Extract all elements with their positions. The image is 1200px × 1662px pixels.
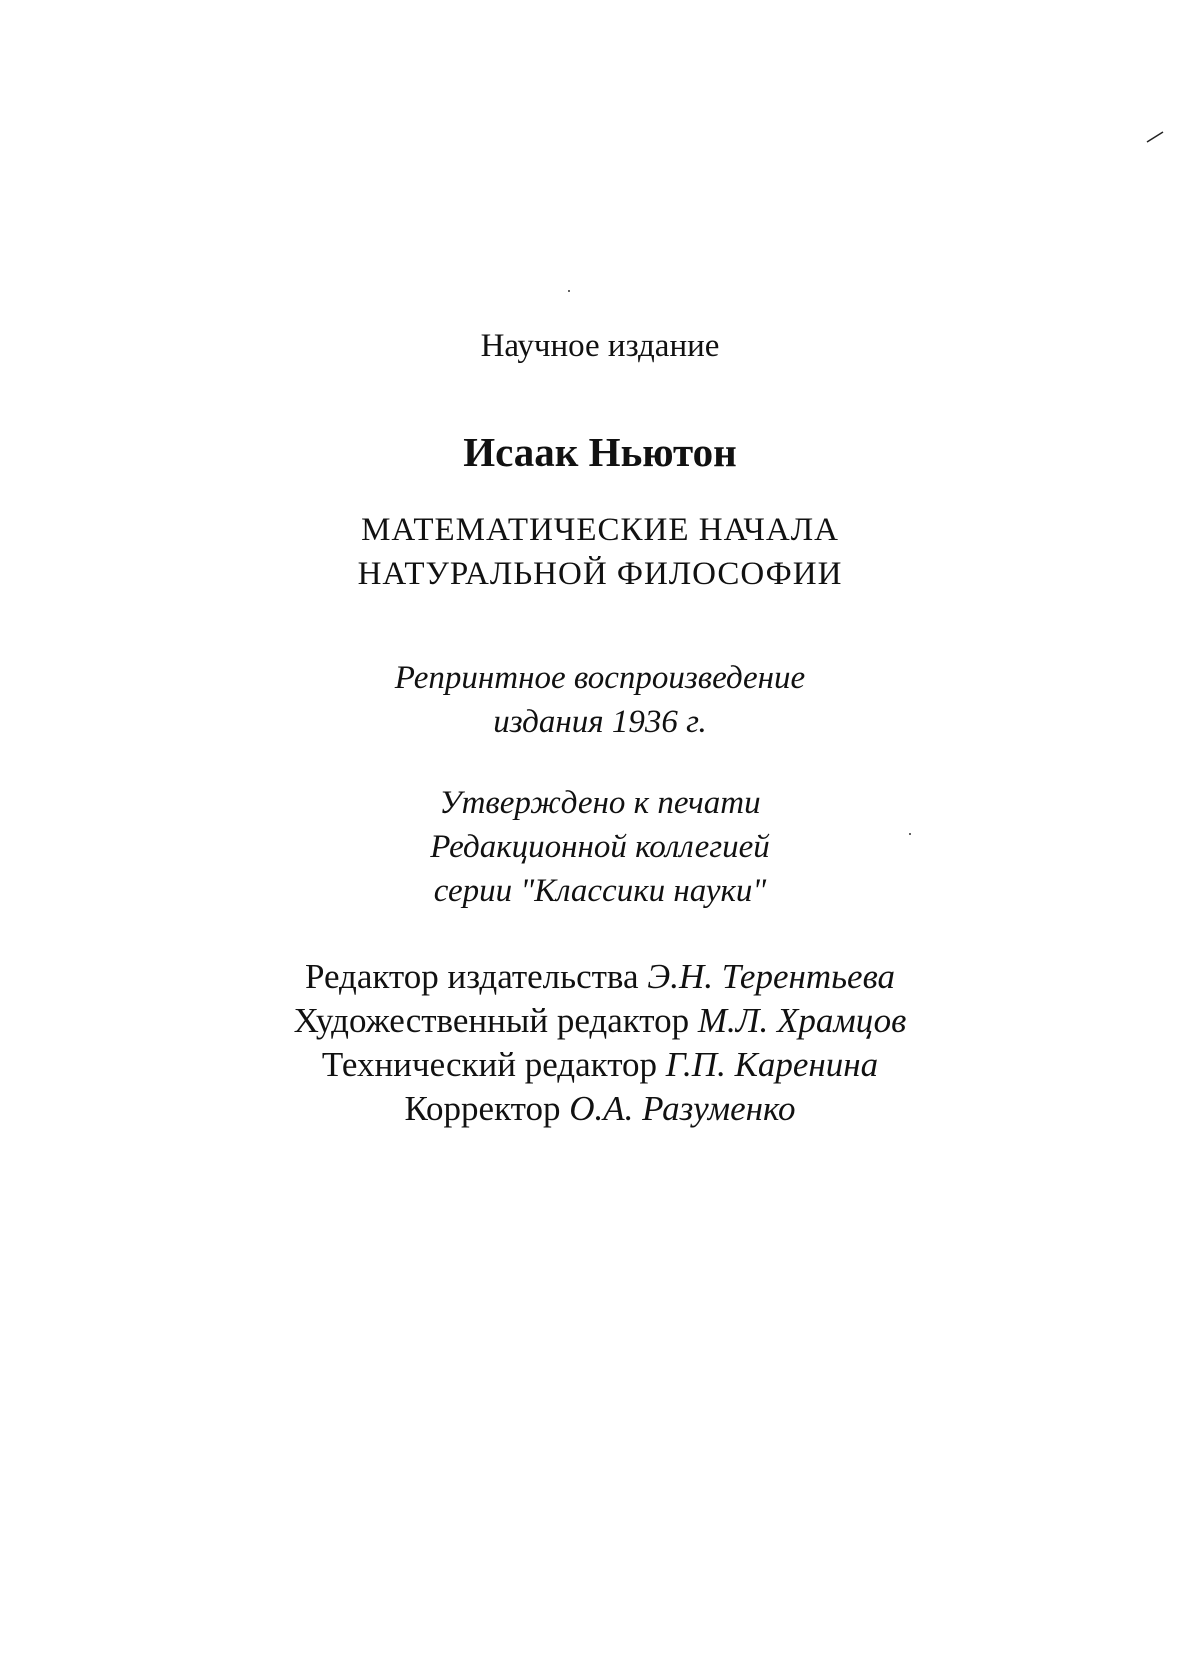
credit-role: Редактор издательства: [304, 957, 639, 996]
credit-role: Художественный редактор: [293, 1001, 690, 1040]
credit-line: [0, 999, 1200, 1043]
approval-note: [0, 781, 1200, 913]
author-name: [0, 428, 1200, 476]
approval-note-line-3: серии "Классики науки": [433, 873, 767, 909]
credits-list: [0, 955, 1200, 1131]
reprint-note-line-2: издания 1936 г.: [493, 704, 707, 740]
book-title-line-1: МАТЕМАТИЧЕСКИЕ НАЧАЛА: [361, 512, 839, 548]
credit-line: [0, 1087, 1200, 1131]
reprint-note: [0, 656, 1200, 744]
credit-role: Корректор: [404, 1089, 561, 1128]
credit-role: Технический редактор: [321, 1045, 658, 1084]
credit-person: М.Л. Храмцов: [697, 1001, 907, 1040]
reprint-note-line-1: Репринтное воспроизведение: [394, 660, 806, 696]
book-title: [0, 508, 1200, 596]
book-title-line-2: НАТУРАЛЬНОЙ ФИЛОСОФИИ: [357, 556, 843, 592]
credit-line: [0, 1043, 1200, 1087]
approval-note-line-1: Утверждено к печати: [439, 785, 761, 821]
credit-person: О.А. Разуменко: [569, 1089, 796, 1128]
speck: [568, 290, 570, 292]
credit-person: Э.Н. Терентьева: [647, 957, 896, 996]
credit-person: Г.П. Каренина: [665, 1045, 879, 1084]
approval-note-line-2: Редакционной коллегией: [430, 829, 770, 865]
credit-line: [0, 955, 1200, 999]
edition-type-text: Научное издание: [480, 328, 720, 364]
author-text: Исаак Ньютон: [463, 429, 737, 475]
stray-pen-mark: [1146, 131, 1164, 143]
edition-type: [0, 326, 1200, 366]
